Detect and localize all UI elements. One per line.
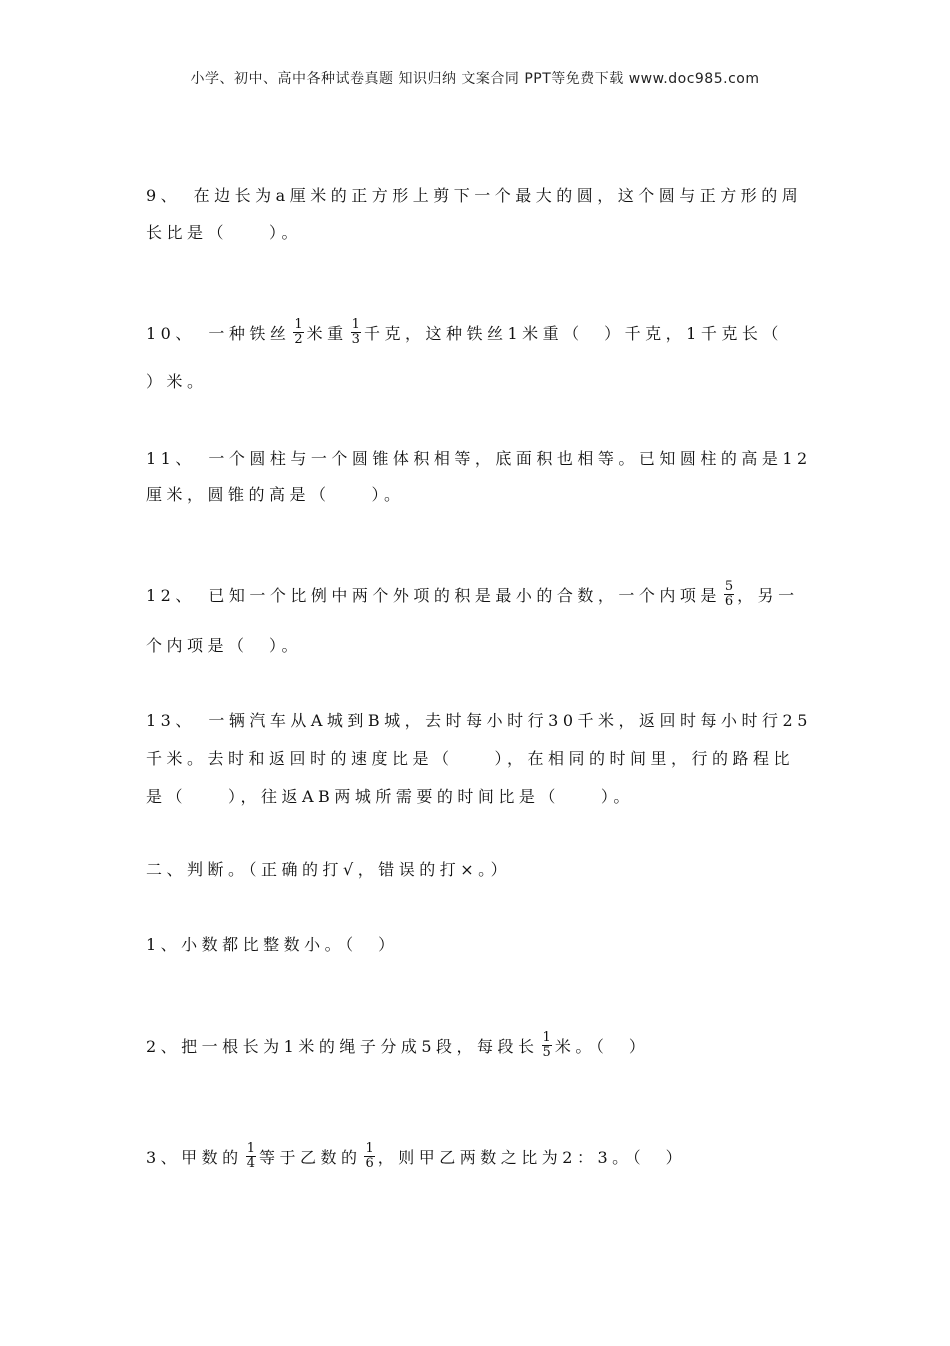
fraction-denominator: 3 xyxy=(351,332,360,347)
question-11-line-1: 11、 一个圆柱与一个圆锥体积相等，底面积也相等。已知圆柱的高是12 xyxy=(146,449,812,468)
fraction-denominator: 5 xyxy=(542,1045,551,1060)
fraction-numerator: 1 xyxy=(294,317,303,332)
question-12-text-a: 12、 已知一个比例中两个外项的积是最小的合数，一个内项是 xyxy=(146,586,721,605)
fraction-numerator: 1 xyxy=(365,1141,374,1156)
fraction-one-half xyxy=(293,318,303,347)
section-2-heading: 二、判断。（正确的打√，错误的打×。） xyxy=(146,860,512,879)
question-10-line-2: ）米。 xyxy=(146,372,208,391)
question-13-line-1: 13、 一辆汽车从A城到B城，去时每小时行30千米，返回时每小时行25 xyxy=(146,711,812,730)
fraction-denominator: 6 xyxy=(724,594,734,609)
question-13-line-2: 千米。去时和返回时的速度比是（ ），在相同的时间里，行的路程比 xyxy=(146,749,795,768)
question-11-line-2: 厘米，圆锥的高是（ ）。 xyxy=(146,485,405,504)
fraction-denominator: 6 xyxy=(365,1156,374,1171)
question-13-line-3: 是（ ），往返AB两城所需要的时间比是（ ）。 xyxy=(146,787,634,806)
fraction-numerator: 1 xyxy=(542,1030,551,1045)
question-12-line-1 xyxy=(146,579,799,611)
question-12-line-2: 个内项是（ ）。 xyxy=(146,636,303,655)
judgment-1: 1、小数都比整数小。（ ） xyxy=(146,935,399,954)
question-10-text-a: 10、 一种铁丝 xyxy=(146,324,291,343)
fraction-one-fifth xyxy=(542,1031,552,1060)
judgment-3 xyxy=(146,1141,687,1173)
judgment-3-text-c: ，则甲乙两数之比为2：3。（ ） xyxy=(377,1148,687,1167)
judgment-3-text-a: 3、甲数的 xyxy=(146,1148,243,1167)
judgment-3-text-b: 等于乙数的 xyxy=(258,1148,362,1167)
fraction-numerator: 1 xyxy=(351,317,360,332)
fraction-five-sixths xyxy=(724,580,734,609)
question-10-line-1 xyxy=(146,317,783,349)
question-9-line-2: 长比是（ ）。 xyxy=(146,223,303,242)
judgment-2-text-b: 米。（ ） xyxy=(554,1037,650,1056)
question-10-text-b: 米重 xyxy=(306,324,348,343)
question-12-text-b: ，另一 xyxy=(737,586,799,605)
fraction-one-fourth xyxy=(246,1142,256,1171)
fraction-numerator: 1 xyxy=(246,1141,255,1156)
page-header: 小学、初中、高中各种试卷真题 知识归纳 文案合同 PPT等免费下载 www.doc985.com xyxy=(190,71,760,87)
fraction-denominator: 2 xyxy=(294,332,303,347)
judgment-2-text-a: 2、把一根长为1米的绳子分成5段，每段长 xyxy=(146,1037,539,1056)
fraction-one-third xyxy=(351,318,361,347)
fraction-one-sixth xyxy=(364,1142,374,1171)
judgment-2 xyxy=(146,1030,650,1062)
fraction-numerator: 5 xyxy=(724,579,734,594)
question-9-line-1: 9、 在边长为a厘米的正方形上剪下一个最大的圆，这个圆与正方形的周 xyxy=(146,186,803,205)
fraction-denominator: 4 xyxy=(246,1156,255,1171)
question-10-text-c: 千克，这种铁丝1米重（ ）千克，1千克长（ xyxy=(363,324,783,343)
